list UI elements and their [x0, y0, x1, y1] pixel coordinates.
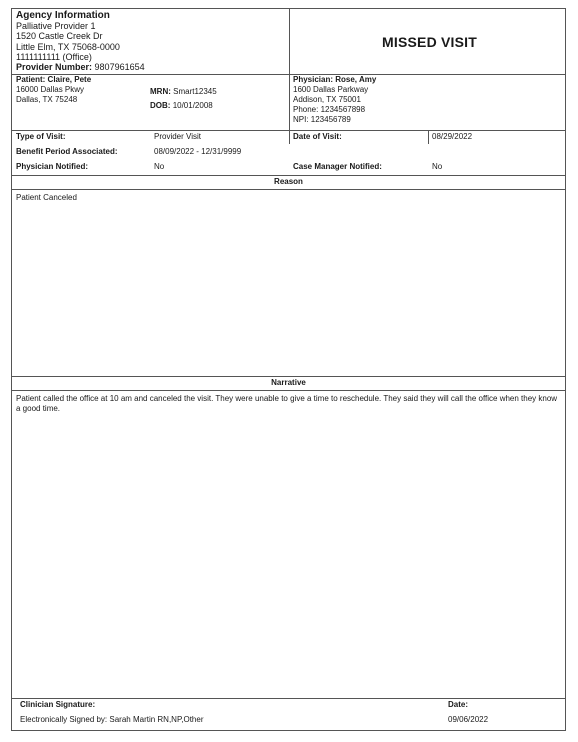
type-of-visit-label: Type of Visit: [16, 132, 66, 141]
agency-phone: 1111111111 (Office) [16, 51, 92, 62]
narrative-heading: Narrative [12, 377, 565, 389]
header-divider [289, 9, 290, 74]
cell-divider [428, 130, 429, 144]
provider-number-value: 9807961654 [94, 62, 145, 73]
signature-date-label: Date: [448, 700, 469, 709]
case-manager-notified-label: Case Manager Notified: [293, 162, 382, 171]
dob [150, 101, 213, 111]
case-manager-notified-value: No [432, 162, 443, 171]
narrative-text: Patient called the office at 10 am and canceled the visit. They were unable to give a time to reschedule. They said they will call the office when they know a good time. [16, 394, 558, 413]
patient-label: Patient: Claire, Pete [16, 75, 92, 84]
clinician-signature-value: Electronically Signed by: Sarah Martin RN,NP,Other [20, 715, 204, 724]
benefit-period-label: Benefit Period Associated: [16, 147, 118, 156]
patient-street: 16000 Dallas Pkwy [16, 85, 85, 94]
divider [12, 698, 565, 699]
patient-physician-divider [289, 74, 290, 130]
physician-npi: NPI: 123456789 [293, 115, 351, 124]
cell-divider [289, 130, 290, 144]
benefit-period-value: 08/09/2022 - 12/31/9999 [154, 147, 242, 156]
divider [12, 390, 565, 391]
agency-street: 1520 Castle Creek Dr [16, 31, 103, 42]
date-of-visit-label: Date of Visit: [293, 132, 342, 141]
reason-heading: Reason [12, 176, 565, 188]
patient-city: Dallas, TX 75248 [16, 95, 78, 104]
physician-notified-value: No [154, 162, 165, 171]
physician-notified-label: Physician Notified: [16, 162, 89, 171]
agency-name: Palliative Provider 1 [16, 21, 96, 32]
dob-value: 10/01/2008 [172, 101, 213, 110]
dob-label: DOB: [150, 101, 171, 110]
divider [12, 189, 565, 190]
mrn-value: Smart12345 [173, 87, 217, 96]
provider-number-label: Provider Number: [16, 62, 93, 73]
document-title: MISSED VISIT [382, 34, 477, 50]
reason-text: Patient Canceled [16, 193, 77, 202]
provider-number [16, 62, 145, 72]
physician-city: Addison, TX 75001 [293, 95, 361, 104]
mrn-label: MRN: [150, 87, 171, 96]
agency-city: Little Elm, TX 75068-0000 [16, 41, 120, 52]
signature-date-value: 09/06/2022 [448, 715, 489, 724]
agency-heading: Agency Information [16, 10, 110, 21]
physician-label: Physician: Rose, Amy [293, 75, 377, 84]
physician-street: 1600 Dallas Parkway [293, 85, 369, 94]
mrn [150, 87, 217, 97]
agency-info [16, 11, 145, 72]
missed-visit-form [11, 8, 566, 731]
date-of-visit-value: 08/29/2022 [432, 132, 473, 141]
type-of-visit-value: Provider Visit [154, 132, 201, 141]
clinician-signature-label: Clinician Signature: [20, 700, 96, 709]
physician-phone: Phone: 1234567898 [293, 105, 366, 114]
